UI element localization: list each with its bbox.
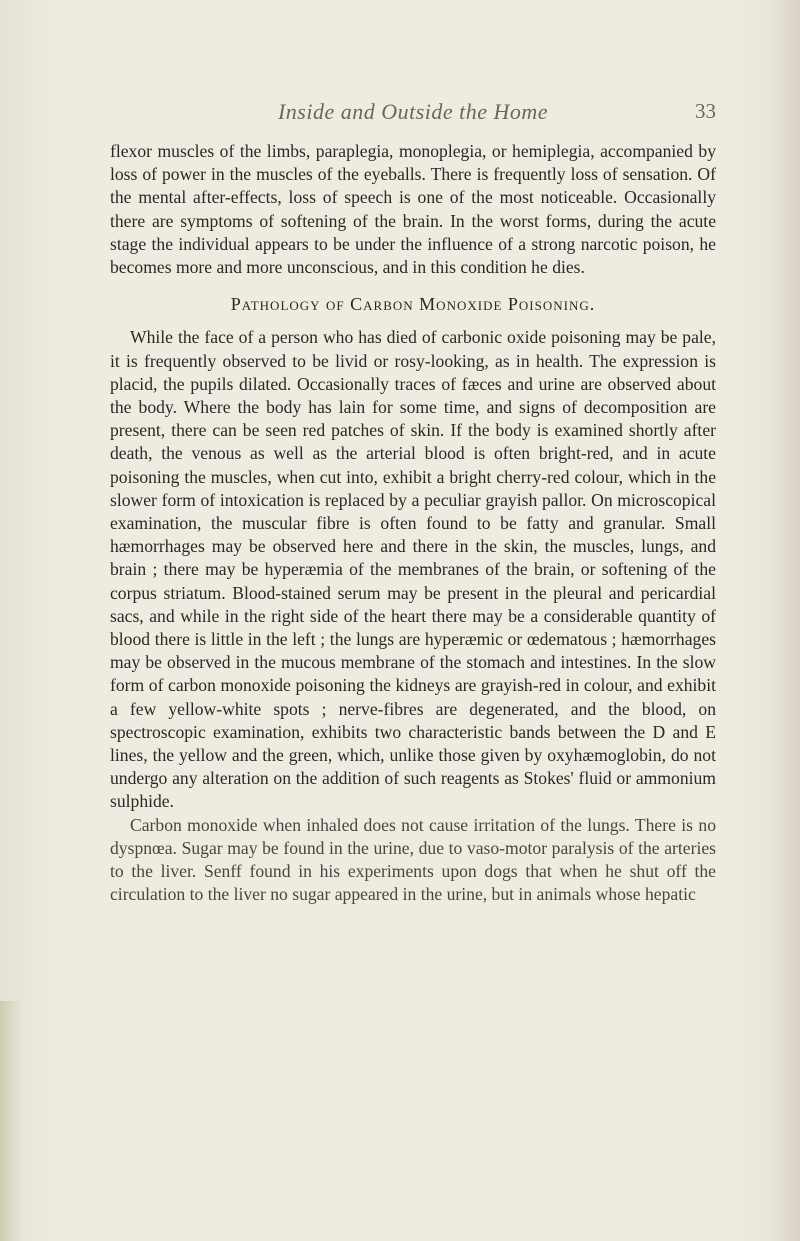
paragraph-pathology: While the face of a person who has died of carbonic oxide poisoning may be pale, it is frequently observed to be livid or rosy-looking, as in health. The expression is placid, the pupils dilated. Occasionally traces of fæces and urine are observed about the body. Where the body has lain for some time, and signs of decomposition are present, there can be seen red patches of skin. If the body is examined shortly after death, the venous as well as the arterial blood is often bright-red, and in acute poisoning the muscles, when cut into, exhibit a bright cherry-red colour, which in the slower form of intoxication is replaced by a peculiar grayish pallor. On microscopical examination, the muscular fibre is often found to be fatty and granular. Small hæmorrhages may be observed here and there in the skin, the muscles, lungs, and brain ; there may be hyperæmia of the membranes of the brain, or softening of the corpus striatum. Blood-stained serum may be present in the pleural and pericardial sacs, and while in the right side of the heart there may be a considerable quantity of blood there is little in the left ; the lungs are hyperæmic or œdematous ; hæmorrhages may be observed in the mucous membrane of the stomach and intestines. In the slow form of carbon monoxide poisoning the kidneys are grayish-red in colour, and exhibit a few yellow-white spots ; nerve-fibres are degenerated, and the blood, on spectroscopic examination, exhibits two characteristic bands between the D and E lines, the yellow and the green, which, unlike those given by oxyhæmoglobin, do not undergo any alteration on the addition of such reagents as Stokes' fluid or ammonium sulphide. — [110, 327, 716, 812]
page-number: 33 — [695, 99, 716, 123]
page-header — [110, 99, 716, 129]
paragraph-continued: flexor muscles of the limbs, paraplegia, monoplegia, or hemiplegia, accompanied by loss of power in the muscles of the eyeballs. There is frequently loss of sensation. Of the mental after-effects, loss of speech is one of the most noticeable. Occasionally there are symptoms of softening of the brain. In the worst forms, during the acute stage the individual appears to be under the influence of a strong narcotic poison, he becomes more and more unconscious, and in this condition he dies. — [110, 141, 716, 278]
page-corner-stain — [0, 1001, 22, 1241]
section-heading: Pathology of Carbon Monoxide Poisoning. — [230, 294, 596, 315]
paragraph-inhalation: Carbon monoxide when inhaled does not cause irritation of the lungs. There is no dyspnœa. Sugar may be found in the urine, due to vaso-motor paralysis of the arteries to the liver. Senff found in his experiments upon dogs that when he shut off the circulation to the liver no sugar appeared in the urine, but in animals whose hepatic — [110, 814, 716, 905]
body-text — [110, 140, 716, 907]
page-edge-shadow — [770, 0, 800, 1241]
running-title: Inside and Outside the Home — [277, 99, 549, 124]
